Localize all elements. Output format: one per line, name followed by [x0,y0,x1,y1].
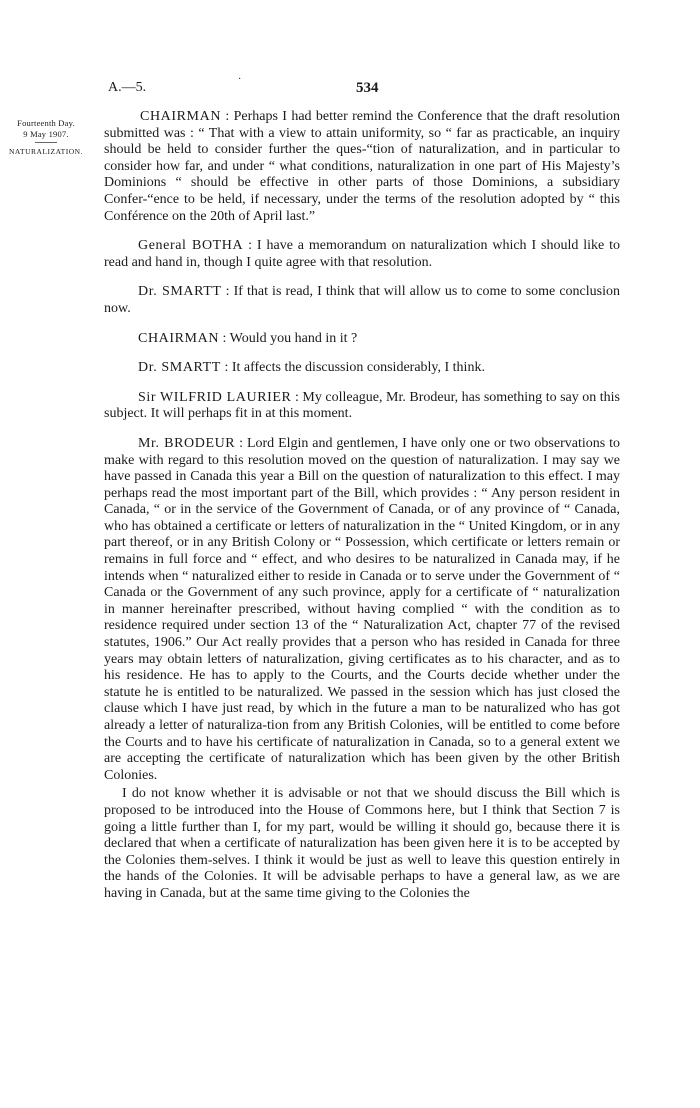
paragraph [104,284,620,317]
paragraph-text: I do not know whether it is advisable or not that we should discuss the Bill which is proposed to be introduced into the House of Commons here, but I think that Section 7 is going a little further than I, for my part, would be willing it should go, because there it is declared that when a certificate of naturalization has been given here it is to be accepted by the Colonies them-selves. I think it would be just as well to leave this question entirely in the hands of the Colonies. It will be advisable perhaps to have a general law, as we are having in Canada, but at the same time giving to the Colonies the [104,786,620,901]
speaker-name: General BOTHA [138,238,244,254]
margin-note-day: Fourteenth Day. [17,118,75,128]
series-label: A.—5. [108,80,147,95]
paragraph-text: : It affects the discussion considerably, I think. [224,360,485,376]
speaker-name: Sir WILFRID LAURIER [138,389,292,405]
header-dot: · [238,74,242,85]
paragraph [104,786,620,902]
speaker-name: CHAIRMAN [140,109,222,124]
margin-note [2,118,90,157]
paragraph-text: : Would you hand in it ? [222,330,358,346]
speaker-name: Dr. SMARTT [138,284,222,300]
speaker-name: Mr. BRODEUR [138,435,236,451]
margin-note-date: 9 May 1907. [23,129,69,139]
page-number: 534 [356,80,379,96]
paragraph-text: : Perhaps I had better remind the Conference that the draft resolution submitted was : “ That with a view to attain uniformity, so “ far as practicable, an inquiry should be held to consider further the ques-“tion of naturalization, and in particular to consider how far, and under “ what conditions, naturalization in one part of His Majesty’s Dominions “ should be effective in other parts of those Dominions, a subsidiary Confer-“ence to be held, if necessary, under the terms of the resolution adopted by “ this Conférence on the 20th of April last.” [104,109,620,224]
margin-note-rule [35,142,57,143]
paragraph-text: : If that is read, I think that will allow us to come to some conclusion now. [104,284,620,316]
paragraph-text: : I have a memorandum on naturalization which I should like to read and hand in, though I quite agree with that resolution. [104,238,621,270]
paragraph [104,390,620,423]
speaker-name: CHAIRMAN [138,330,220,346]
paragraph [104,238,620,271]
paragraph [104,331,620,348]
margin-note-topic: NATURALIZATION. [9,147,83,156]
paragraph [104,109,620,225]
document-body [104,109,620,903]
paragraph [104,360,620,377]
paragraph-text: : Lord Elgin and gentlemen, I have only one or two observations to make with regard to this resolution moved on the question of naturalization. I may say we have passed in Canada this year a Bill on the question of naturalization to this effect. I may perhaps read the most important part of the Bill, which provides : “ Any person resident in Canada, “ or in the service of the Government of Canada, or of any province of “ Canada, who has obtained a certificate or letters of naturalization in the “ United Kingdom, or in any part thereof, or in any British Colony or “ Possession, which certificate or letters remain or remains in full force and “ effect, and who desires to be naturalized in Canada may, if he intends when “ naturalized either to reside in Canada or to serve under the Government of “ Canada or the Government of any such province, apply for a certificate of “ naturalization in manner hereinafter prescribed, without having complied “ with the condition as to residence required under section 13 of the “ Naturalization Act, chapter 77 of the revised statutes, 1906.” Our Act really provides that a person who has resided in Canada for three years may obtain letters of naturalization, giving certificates as to his character, and as to his residence. He has to apply to the Courts, and the Courts decide whether under the statute he is entitled to be naturalized. We passed in the session which has just closed the clause which I have just read, by which in the future a man to be naturalized who has got already a letter of naturaliza-tion from any British Colonies, will be entitled to come before the Courts and to have his certificate of naturalization in Canada, so to a general extent we are accepting the certificate of naturalization which has been given by the other British Colonies. [104,435,620,783]
paragraph-text: : My colleague, Mr. Brodeur, has something to say on this subject. It will perhaps fit in at this moment. [104,389,620,422]
speaker-name: Dr. SMARTT [138,360,221,376]
paragraph [104,436,620,784]
page-header [108,74,618,100]
